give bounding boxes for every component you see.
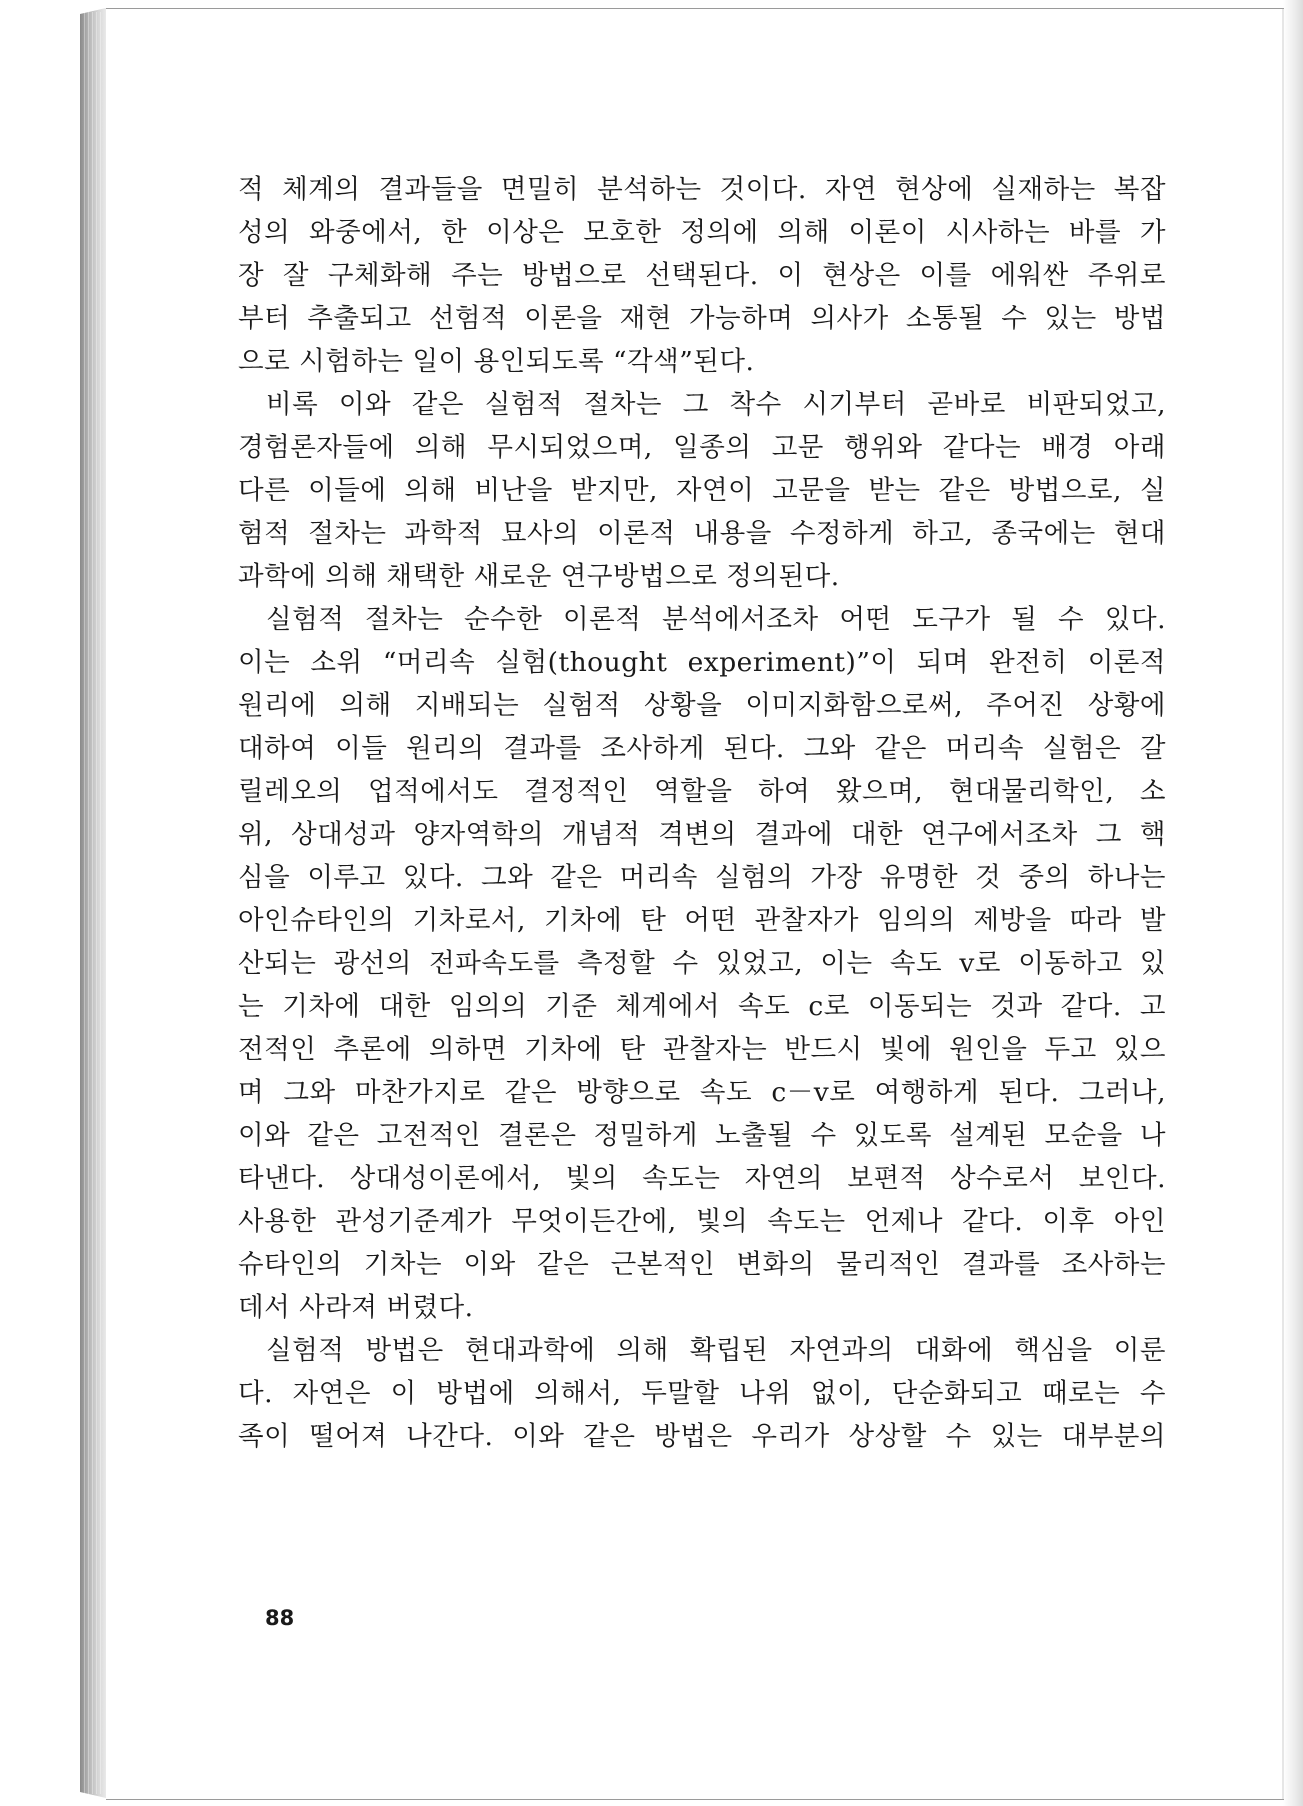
text-line: 대하여 이들 원리의 결과를 조사하게 된다. 그와 같은 머리속 실험은 갈: [238, 733, 1166, 764]
paragraph-first-line: 실험적 절차는 순수한 이론적 분석에서조차 어떤 도구가 될 수 있다.: [266, 604, 1166, 635]
page-edge-texture: [84, 12, 104, 1794]
text-line: 원리에 의해 지배되는 실험적 상황을 이미지화함으로써, 주어진 상황에: [238, 690, 1166, 721]
paragraph-first-line: 비록 이와 같은 실험적 절차는 그 착수 시기부터 곧바로 비판되었고,: [266, 389, 1166, 420]
text-line: 성의 와중에서, 한 이상은 모호한 정의에 의해 이론이 시사하는 바를 가: [238, 217, 1166, 248]
text-line: 으로 시험하는 일이 용인되도록 “각색”된다.: [238, 346, 755, 377]
text-line: 적 체계의 결과들을 면밀히 분석하는 것이다. 자연 현상에 실재하는 복잡: [238, 174, 1166, 205]
text-line: 며 그와 마찬가지로 같은 방향으로 속도 c－v로 여행하게 된다. 그러나,: [238, 1077, 1166, 1108]
text-line: 아인슈타인의 기차로서, 기차에 탄 어떤 관찰자가 임의의 제방을 따라 발: [238, 905, 1166, 936]
text-line: 다. 자연은 이 방법에 의해서, 두말할 나위 없이, 단순화되고 때로는 수: [238, 1378, 1166, 1409]
page-right-shadow: [1283, 0, 1303, 1806]
text-line: 장 잘 구체화해 주는 방법으로 선택된다. 이 현상은 이를 에워싼 주위로: [238, 260, 1166, 291]
text-line: 슈타인의 기차는 이와 같은 근본적인 변화의 물리적인 결과를 조사하는: [238, 1249, 1166, 1280]
text-line: 릴레오의 업적에서도 결정적인 역할을 하여 왔으며, 현대물리학인, 소: [238, 776, 1166, 807]
text-line: 이는 소위 “머리속 실험(thought experiment)”이 되며 완전히 이론적: [238, 647, 1166, 678]
paragraph-first-line: 실험적 방법은 현대과학에 의해 확립된 자연과의 대화에 핵심을 이룬: [266, 1335, 1166, 1366]
body-text: [238, 168, 1166, 1458]
text-line: 경험론자들에 의해 무시되었으며, 일종의 고문 행위와 같다는 배경 아래: [238, 432, 1166, 463]
text-line: 사용한 관성기준계가 무엇이든간에, 빛의 속도는 언제나 같다. 이후 아인: [238, 1206, 1166, 1237]
text-line: 타낸다. 상대성이론에서, 빛의 속도는 자연의 보편적 상수로서 보인다.: [238, 1163, 1166, 1194]
text-line: 이와 같은 고전적인 결론은 정밀하게 노출될 수 있도록 설계된 모순을 나: [238, 1120, 1166, 1151]
text-line: 는 기차에 대한 임의의 기준 체계에서 속도 c로 이동되는 것과 같다. 고: [238, 991, 1166, 1022]
text-line: 과학에 의해 채택한 새로운 연구방법으로 정의된다.: [238, 561, 840, 592]
text-line: 부터 추출되고 선험적 이론을 재현 가능하며 의사가 소통될 수 있는 방법: [238, 303, 1166, 334]
text-line: 심을 이루고 있다. 그와 같은 머리속 실험의 가장 유명한 것 중의 하나는: [238, 862, 1166, 893]
text-line: 데서 사라져 버렸다.: [238, 1292, 474, 1323]
text-line: 위, 상대성과 양자역학의 개념적 격변의 결과에 대한 연구에서조차 그 핵: [238, 819, 1166, 850]
text-line: 험적 절차는 과학적 묘사의 이론적 내용을 수정하게 하고, 종국에는 현대: [238, 518, 1166, 549]
text-line: 산되는 광선의 전파속도를 측정할 수 있었고, 이는 속도 v로 이동하고 있: [238, 948, 1166, 979]
page-number: 88: [265, 1606, 295, 1630]
text-line: 전적인 추론에 의하면 기차에 탄 관찰자는 반드시 빛에 원인을 두고 있으: [238, 1034, 1166, 1065]
text-line: 다른 이들에 의해 비난을 받지만, 자연이 고문을 받는 같은 방법으로, 실: [238, 475, 1166, 506]
text-line: 족이 떨어져 나간다. 이와 같은 방법은 우리가 상상할 수 있는 대부분의: [238, 1421, 1166, 1452]
